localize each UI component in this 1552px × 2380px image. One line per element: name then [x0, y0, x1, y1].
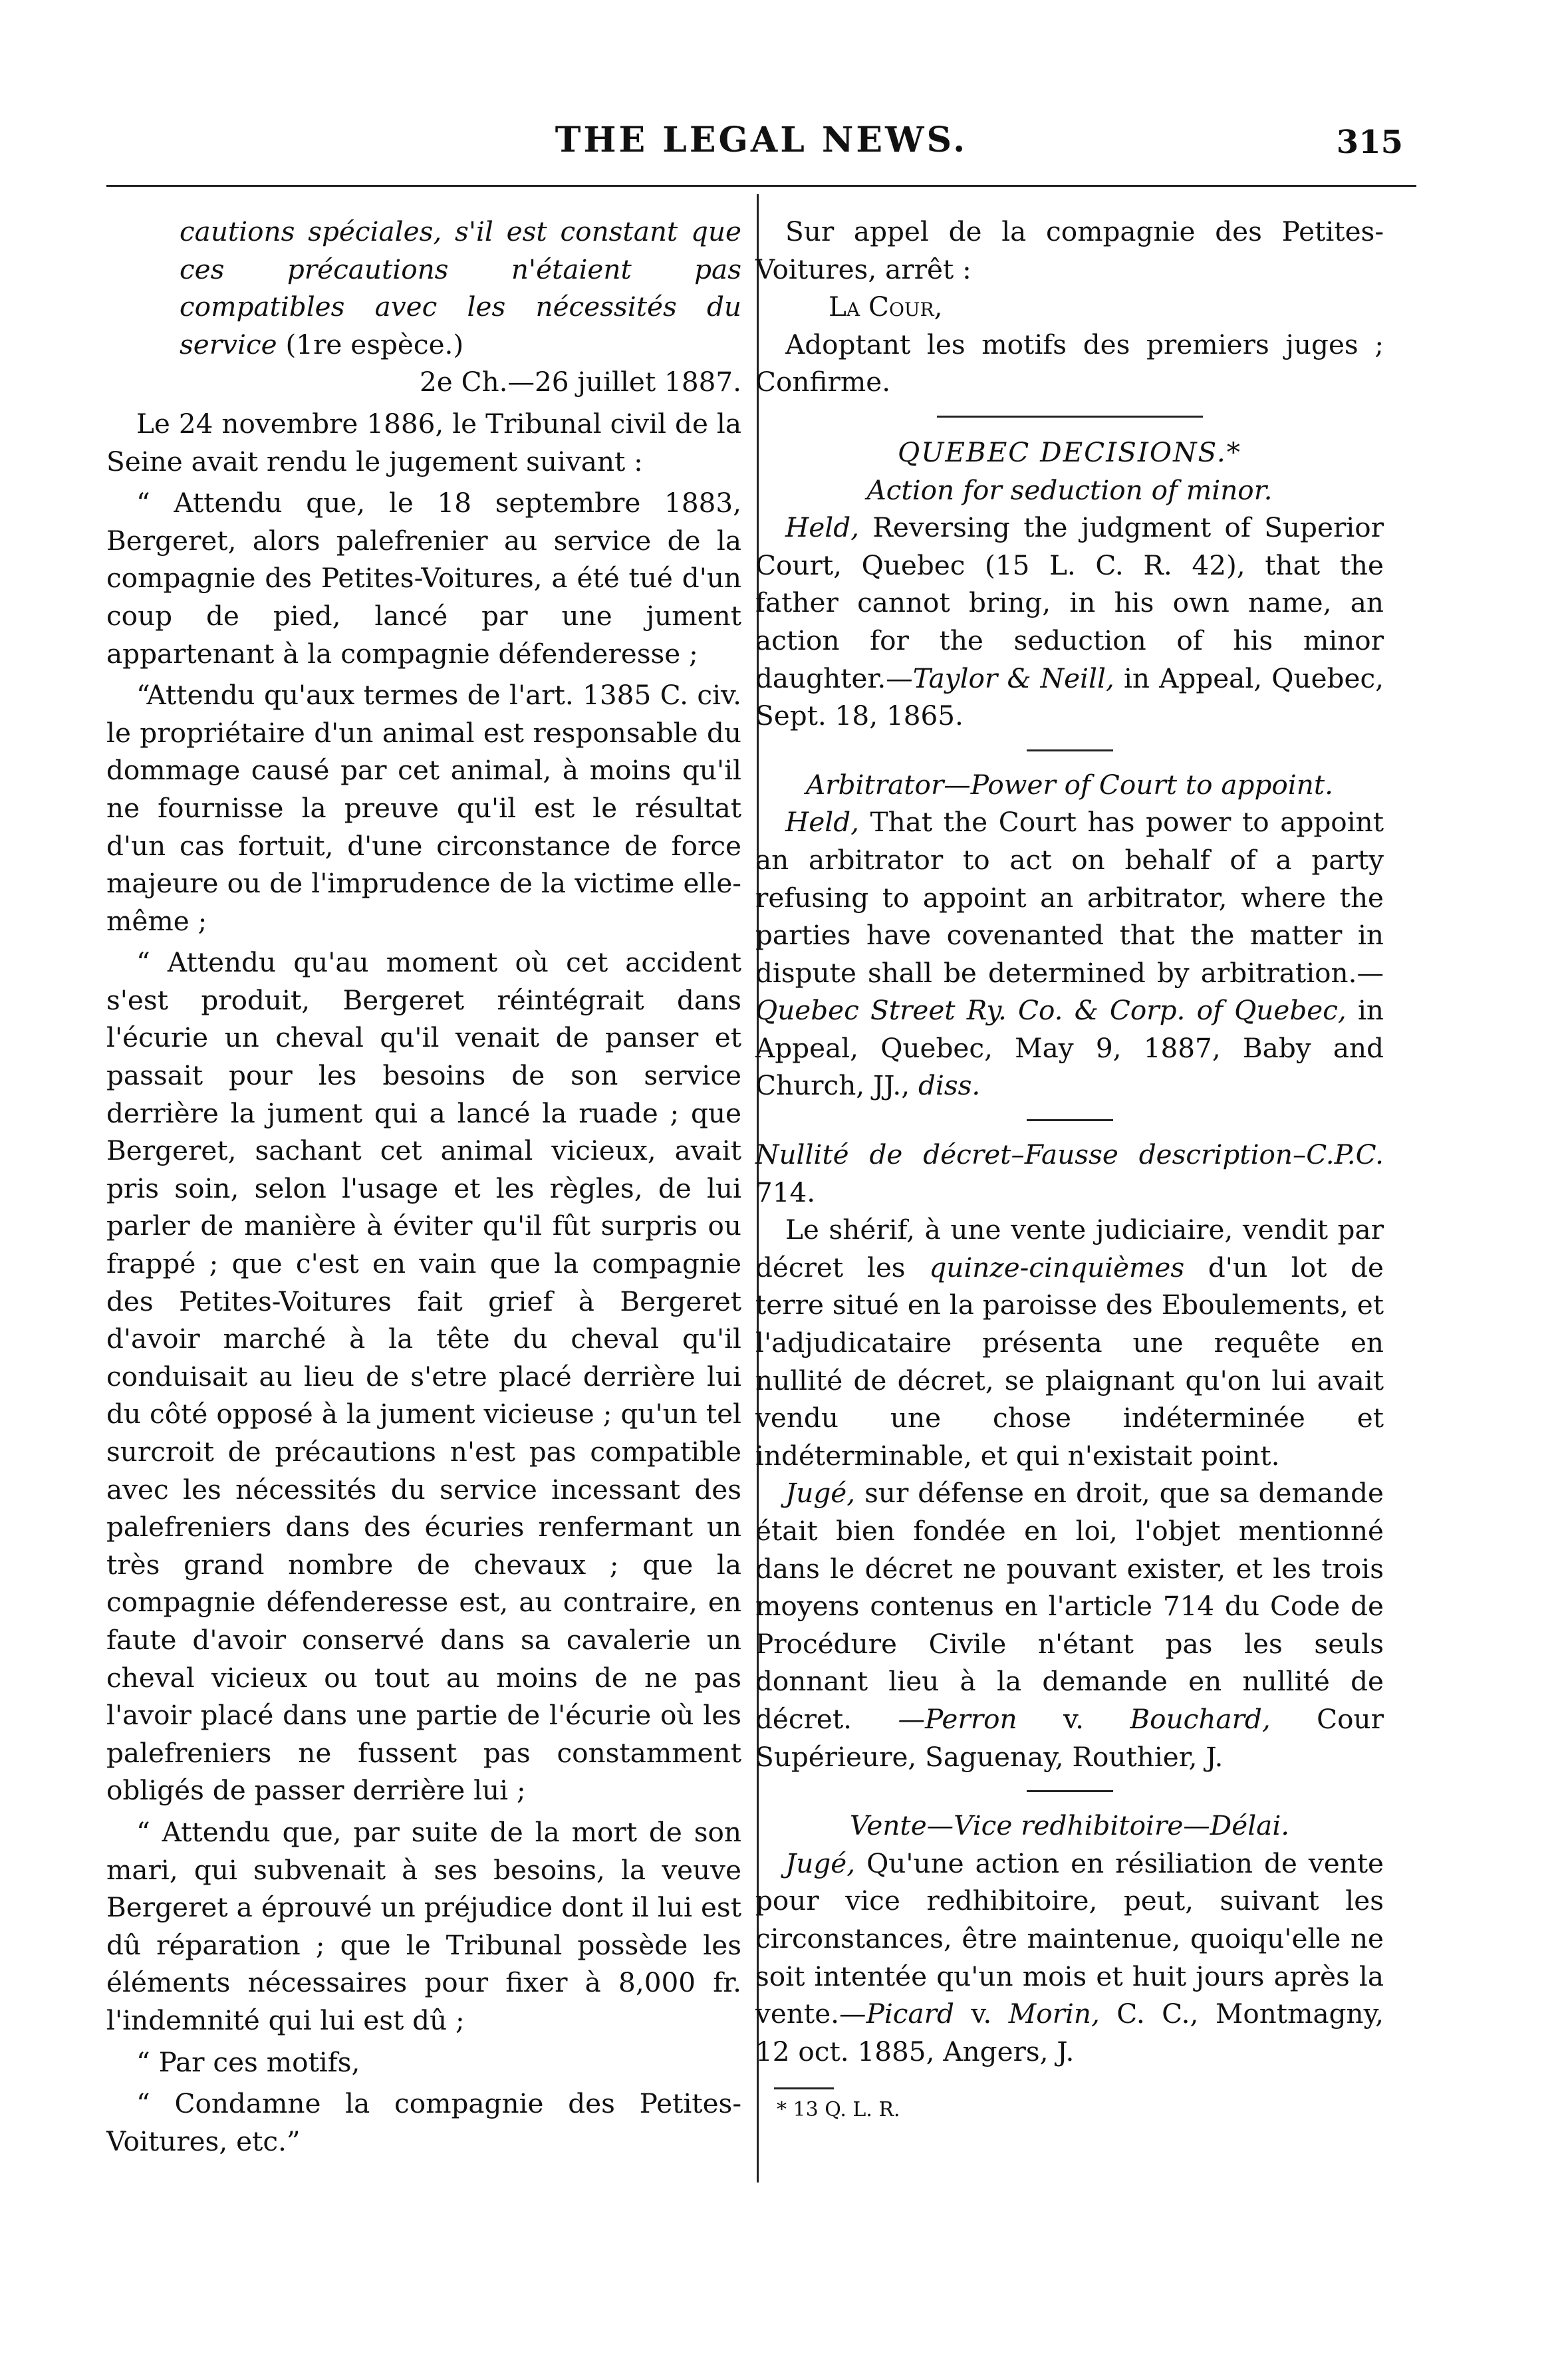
case2-text: That the Court has power to appoint an arbitrator to act on behalf of a party refusing to appoint an arbitrator, where the parties have covenanted that the matter in dispute shall be determined by arbitration.—: [755, 806, 1384, 989]
paragraph-motifs: “ Par ces motifs,: [136, 2046, 360, 2078]
page-header: [106, 120, 1416, 180]
header-rule: [106, 185, 1416, 187]
case2-title: Arbitrator—Power of Court to appoint.: [806, 768, 1333, 801]
case3-title-line: [755, 1136, 1384, 1211]
case3-parties-a: —Perron: [898, 1702, 1017, 1735]
case2-parties: Quebec Street Ry. Co. & Corp. of Quebec,: [755, 994, 1347, 1027]
case1-held: Held,: [785, 511, 860, 544]
case3-body: [755, 1211, 1384, 1474]
chamber-date: 2e Ch.—26 juillet 1887.: [419, 366, 741, 398]
case4-body: [755, 1845, 1384, 2071]
section-title: QUEBEC DECISIONS.*: [898, 436, 1241, 468]
journal-title: THE LEGAL NEWS.: [555, 120, 968, 160]
case3-text-b: d'un lot de terre situé en la paroisse des Eboulements, et l'adjudicataire présenta une requête en nullité de décret, se plaignant qu'on lui avait vendu une chose indéterminée et indéterminable, et qui n'existait point.: [755, 1251, 1384, 1472]
case1-text: Reversing the judgment of Superior Court, Quebec (15 L. C. R. 42), that the father cannot bring, in his own name, an action for the seduction of his minor daughter.—: [755, 511, 1384, 694]
section-rule: [937, 416, 1203, 418]
case4-title: Vente—Vice redhibitoire—Délai.: [849, 1809, 1290, 1842]
appeal-text: Sur appel de la compagnie des Petites-Voitures, arrêt :: [755, 215, 1384, 285]
paragraph-intro: Le 24 novembre 1886, le Tribunal civil de la Seine avait rendu le jugement suivant :: [106, 407, 741, 477]
case2-body: [755, 803, 1384, 1105]
case3-title: Nullité de décret–Fausse description–C.P.C.: [755, 1138, 1384, 1171]
footnote: * 13 Q. L. R.: [777, 2098, 900, 2122]
paragraph-condamne: “ Condamne la compagnie des Petites-Voitures, etc.”: [106, 2087, 741, 2157]
case2-citation: in Appeal, Quebec, May 9, 1887, Baby and Church, JJ.,: [755, 994, 1384, 1102]
case3-text-ital: quinze-cinquièmes: [929, 1251, 1185, 1283]
paragraph-attendu-1: “ Attendu que, le 18 septembre 1883, Bergeret, alors palefrenier au service de la compagnie des Petites-Voitures, a été tué d'un coup de pied, lancé par une jument appartenant à la compagnie défenderesse ;: [106, 487, 741, 670]
headnote-tail: (1re espèce.): [285, 328, 464, 360]
right-column: [755, 213, 1384, 2124]
confirme-text: Adoptant les motifs des premiers juges ; Confirme.: [755, 328, 1384, 398]
case1-title: Action for seduction of minor.: [866, 473, 1273, 506]
paragraph-attendu-4: “ Attendu que, par suite de la mort de son mari, qui subvenait à ses besoins, la veuve Bergeret a éprouvé un préjudice dont il lui est dû réparation ; que le Tribunal possède les éléments nécessaires pour fixer à 8,000 fr. l'indemnité qui lui est dû ;: [106, 1815, 741, 2036]
la-cour: La Cour,: [829, 291, 943, 323]
case1-body: [755, 509, 1384, 735]
case3-juge-label: Jugé,: [785, 1477, 856, 1510]
footnote-rule: [774, 2087, 834, 2089]
case-headnote-end: [106, 213, 741, 363]
case3-text-a: Le shérif, à une vente judiciaire, vendit par décret les: [755, 1214, 1384, 1283]
case1-parties: Taylor & Neill,: [912, 662, 1114, 694]
case3-juge-text: sur défense en droit, que sa demande était bien fondée en loi, l'objet mentionné dans le décret ne pouvant exister, et les trois moyens contenus en l'article 714 du Code de Procédure Civile n'étant pas les seuls donnant lieu à la demande en nullité de décret.: [755, 1477, 1384, 1735]
case4-juge-label: Jugé,: [785, 1847, 856, 1879]
case4-v: v.: [971, 1998, 992, 2030]
left-column: [106, 213, 741, 2160]
case2-diss: diss.: [918, 1069, 981, 1102]
case-rule: [1027, 749, 1113, 751]
case1-citation: in Appeal, Quebec, Sept. 18, 1865.: [755, 662, 1384, 732]
case4-parties-b: Morin,: [1008, 1998, 1100, 2030]
headnote-italic: cautions spéciales, s'il est constant que ces précautions n'étaient pas compatibles avec les nécessités du service: [180, 215, 741, 360]
page-number: 315: [1336, 124, 1403, 161]
case4-citation: C. C., Montmagny, 12 oct. 1885, Angers, J.: [755, 1998, 1384, 2067]
case3-parties-b: Bouchard,: [1130, 1702, 1271, 1735]
case3-v: v.: [1063, 1702, 1084, 1735]
case-rule: [1027, 1790, 1113, 1792]
case2-held: Held,: [785, 806, 860, 839]
paragraph-attendu-2: “Attendu qu'aux termes de l'art. 1385 C. civ. le propriétaire d'un animal est responsable du dommage causé par cet animal, à moins qu'il ne fournisse la preuve qu'il est le résultat d'un cas fortuit, d'une circonstance de force majeure ou de l'imprudence de la victime elle-même ;: [106, 679, 741, 937]
case-rule: [1027, 1119, 1113, 1121]
paragraph-attendu-3: “ Attendu qu'au moment où cet accident s'est produit, Bergeret réintégrait dans l'écurie un cheval qu'il venait de panser et passait pour les besoins de son service derrière la jument qui a lancé la ruade ; que Bergeret, sachant cet animal vicieux, avait pris soin, selon l'usage et les règles, de lui parler de manière à éviter qu'il fût surpris ou frappé ; que c'est en vain que la compagnie des Petites-Voitures fait grief à Bergeret d'avoir marché à la tête du cheval qu'il conduisait au lieu de s'etre placé derrière lui du côté opposé à la jument vicieuse ; qu'un tel surcroit de précautions n'est pas compatible avec les nécessités du service incessant des palefreniers dans des écuries renfermant un très grand nombre de chevaux ; que la compagnie défenderesse est, au contraire, en faute d'avoir conservé dans sa cavalerie un cheval vicieux ou tout au moins de ne pas l'avoir placé dans une partie de l'écurie où les palefreniers ne fussent pas constamment obligés de passer derrière lui ;: [106, 946, 741, 1807]
case3-juge: [755, 1474, 1384, 1776]
case4-text: Qu'une action en résiliation de vente pour vice redhibitoire, peut, suivant les circonstances, être maintenue, quoiqu'elle ne soit intentée qu'un mois et huit jours après la vente.—: [755, 1847, 1384, 2030]
case3-citation: Cour Supérieure, Saguenay, Routhier, J.: [755, 1702, 1384, 1773]
case3-title-number: 714.: [755, 1176, 816, 1208]
case4-parties-a: Picard: [866, 1998, 954, 2030]
